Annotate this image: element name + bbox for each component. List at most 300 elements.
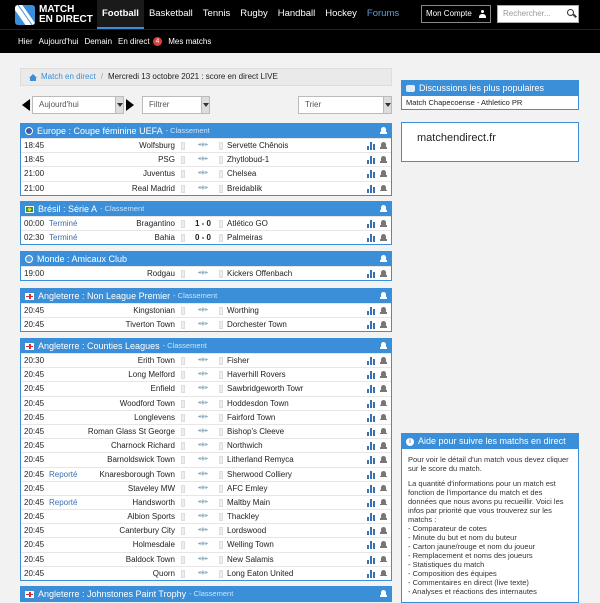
home-icon[interactable] — [29, 74, 37, 81]
shirt-icon — [181, 570, 185, 578]
stats-icon[interactable] — [367, 442, 375, 450]
nav-hockey[interactable]: Hockey — [325, 8, 357, 19]
bell-icon[interactable] — [380, 142, 387, 150]
shirt-icon — [181, 400, 185, 408]
flag-icon — [25, 255, 33, 263]
help-list-item: - Comparateur de cotes — [408, 524, 487, 533]
match-row[interactable] — [21, 367, 391, 381]
match-score[interactable]: 0 - 0 — [194, 233, 211, 243]
match-preview-icon[interactable]: ◂◈▸ — [197, 484, 209, 491]
competition-name: Brésil : Série A — [38, 204, 98, 214]
match-row[interactable] — [21, 353, 391, 367]
match-row[interactable] — [21, 410, 391, 424]
shirt-icon — [181, 513, 185, 521]
home-team[interactable]: Bahia — [154, 233, 175, 243]
shirt-icon — [219, 170, 223, 178]
match-time: 20:45 — [24, 320, 45, 330]
help-list-item: - Remplacement et noms des joueurs — [408, 551, 533, 560]
competition-header[interactable] — [21, 289, 391, 303]
stats-icon[interactable] — [367, 485, 375, 493]
bell-icon[interactable] — [380, 428, 387, 436]
classement-link[interactable]: - Classement — [173, 291, 218, 300]
match-time: 20:45 — [24, 540, 45, 550]
match-row[interactable] — [21, 152, 391, 166]
bell-icon[interactable] — [380, 400, 387, 408]
stats-icon[interactable] — [367, 357, 375, 365]
home-team[interactable]: Barnoldswick Town — [107, 455, 175, 465]
match-row[interactable] — [21, 181, 391, 195]
away-team[interactable]: Fairford Town — [227, 412, 276, 422]
match-row[interactable] — [21, 166, 391, 180]
home-team[interactable]: Baldock Town — [125, 554, 175, 564]
home-team[interactable]: PSG — [158, 155, 175, 165]
nav-hier[interactable] — [18, 30, 33, 53]
bell-icon[interactable] — [380, 170, 387, 178]
search-icon[interactable] — [567, 9, 574, 16]
user-icon — [479, 10, 486, 18]
match-preview-icon[interactable]: ◂◈▸ — [197, 142, 209, 148]
competition-block — [20, 251, 392, 281]
help-list-item: - Composition des équipes — [408, 569, 497, 578]
away-team[interactable]: Haverhill Rovers — [227, 370, 286, 380]
bell-icon[interactable] — [380, 307, 387, 315]
home-team[interactable]: Handsworth — [132, 497, 175, 507]
stats-icon[interactable] — [367, 471, 375, 479]
match-row[interactable] — [21, 495, 391, 509]
match-time: 20:45 — [24, 384, 45, 394]
shirt-icon — [219, 371, 223, 379]
bell-icon[interactable] — [380, 590, 387, 597]
classement-link[interactable]: - Classement — [165, 126, 210, 135]
match-score[interactable]: 1 - 0 — [194, 219, 211, 228]
match-preview-icon[interactable]: ◂◈▸ — [197, 513, 209, 520]
match-preview-icon[interactable]: ◂◈▸ — [197, 156, 209, 163]
stats-icon[interactable] — [367, 234, 375, 242]
help-list-item: - Statistiques du match — [408, 560, 485, 569]
stats-icon[interactable] — [367, 513, 375, 521]
home-team[interactable]: Kingstonian — [133, 306, 175, 315]
classement-link[interactable]: - Classement — [100, 204, 145, 213]
nav-en-direct[interactable] — [118, 30, 162, 53]
away-team[interactable]: Sherwood Colliery — [227, 469, 292, 479]
nav-aujourdhui[interactable] — [39, 30, 79, 53]
stats-icon[interactable] — [367, 428, 375, 436]
match-preview-icon[interactable]: ◂◈▸ — [197, 371, 209, 378]
match-row[interactable] — [21, 509, 391, 523]
away-team[interactable]: Worthing — [227, 306, 259, 315]
bell-icon[interactable] — [380, 513, 387, 521]
chevron-down-icon — [383, 97, 391, 113]
competition-name: Angleterre : Non League Premier — [38, 291, 171, 301]
classement-link[interactable]: - Classement — [162, 341, 207, 350]
match-row[interactable] — [21, 303, 391, 317]
chevron-down-icon — [115, 97, 123, 113]
shirt-icon — [181, 471, 185, 479]
competition-header[interactable] — [21, 587, 391, 601]
match-preview-icon[interactable]: ◂◈▸ — [197, 498, 209, 505]
nav-mes-matchs-label: Mes matchs — [168, 37, 212, 46]
match-row[interactable] — [21, 230, 391, 244]
match-preview-icon[interactable]: ◂◈▸ — [197, 470, 209, 477]
away-team[interactable]: Breidablik — [227, 183, 263, 193]
away-team[interactable]: Fisher — [227, 356, 250, 365]
stats-icon[interactable] — [367, 307, 375, 315]
home-team[interactable]: Quorn — [152, 568, 175, 578]
match-time: 20:45 — [24, 412, 45, 422]
home-team[interactable]: Staveley MW — [127, 483, 175, 493]
flag-icon — [25, 206, 34, 213]
match-preview-icon[interactable]: ◂◈▸ — [197, 270, 209, 276]
shirt-icon — [181, 321, 185, 329]
match-time: 20:45 — [24, 568, 45, 578]
shirt-icon — [181, 456, 185, 464]
help-list-item: - Analyses et réactions des internautes — [408, 587, 537, 596]
match-preview-icon[interactable]: ◂◈▸ — [197, 184, 209, 191]
bell-icon[interactable] — [380, 570, 387, 578]
bell-icon[interactable] — [380, 485, 387, 493]
home-team[interactable]: Long Melford — [128, 370, 175, 380]
home-team[interactable]: Charnock Richard — [110, 441, 175, 451]
home-team[interactable]: Albion Sports — [127, 512, 175, 522]
shirt-icon — [181, 428, 185, 436]
filter-select[interactable] — [142, 96, 210, 114]
prev-day-arrow-icon[interactable] — [22, 99, 30, 111]
nav-tennis[interactable]: Tennis — [202, 8, 231, 19]
match-row[interactable] — [21, 523, 391, 537]
match-time: 20:45 — [24, 483, 45, 493]
match-time: 20:45 — [24, 370, 45, 380]
match-row[interactable] — [21, 552, 391, 566]
match-row[interactable] — [21, 467, 391, 481]
match-preview-icon[interactable]: ◂◈▸ — [197, 399, 209, 406]
shirt-icon — [219, 485, 223, 493]
match-row[interactable] — [21, 481, 391, 495]
away-team[interactable]: AFC Emley — [227, 483, 268, 493]
bell-icon[interactable] — [380, 371, 387, 379]
bell-icon[interactable] — [380, 185, 387, 193]
shirt-icon — [219, 471, 223, 479]
competition-name: Europe : Coupe féminine UEFA — [37, 126, 163, 136]
help-header — [402, 434, 578, 449]
match-preview-icon[interactable]: ◂◈▸ — [197, 413, 209, 420]
away-team[interactable]: Long Eaton United — [227, 568, 294, 578]
away-team[interactable]: Maltby Main — [227, 497, 271, 507]
stats-icon[interactable] — [367, 499, 375, 507]
match-time: 20:45 — [24, 554, 45, 564]
breadcrumb-link[interactable]: Match en direct — [41, 72, 96, 81]
away-team[interactable]: Dorchester Town — [227, 320, 287, 330]
bell-icon[interactable] — [380, 321, 387, 329]
search-input[interactable] — [497, 5, 579, 23]
bell-icon[interactable] — [380, 234, 387, 242]
day-select[interactable] — [32, 96, 124, 114]
help-paragraph-1: Pour voir le détail d'un match vous devez cliquer sur le score du match. — [408, 455, 569, 473]
nav-basketball[interactable]: Basketball — [148, 8, 193, 19]
match-time: 21:00 — [24, 169, 45, 179]
popular-discussions-header — [402, 81, 578, 96]
stats-icon[interactable] — [367, 156, 375, 164]
home-team[interactable]: Bragantino — [136, 219, 175, 228]
shirt-icon — [219, 556, 223, 564]
home-team[interactable]: Roman Glass St George — [87, 426, 175, 436]
match-status: Terminé — [49, 219, 78, 228]
logo-mark-icon — [15, 5, 35, 25]
bell-icon[interactable] — [380, 442, 387, 450]
match-preview-icon[interactable]: ◂◈▸ — [197, 555, 209, 562]
home-team[interactable]: Rodgau — [146, 269, 175, 278]
home-team[interactable]: Erith Town — [137, 356, 175, 365]
home-team[interactable]: Enfield — [150, 384, 175, 394]
match-preview-icon[interactable]: ◂◈▸ — [197, 541, 209, 548]
filter-select-value: Filtrer — [149, 100, 170, 109]
away-team[interactable]: Thackley — [227, 512, 260, 522]
match-row[interactable] — [21, 381, 391, 395]
match-status: Reporté — [49, 469, 78, 479]
shirt-icon — [181, 170, 185, 178]
stats-icon[interactable] — [367, 220, 375, 228]
classement-link[interactable]: - Classement — [189, 589, 234, 598]
bell-icon[interactable] — [380, 456, 387, 464]
stats-icon[interactable] — [367, 385, 375, 393]
competition-name: Monde : Amicaux Club — [37, 254, 128, 264]
bell-icon[interactable] — [380, 499, 387, 507]
bell-icon[interactable] — [380, 541, 387, 549]
popular-discussions-title: Discussions les plus populaires — [419, 83, 545, 93]
breadcrumb-separator: / — [100, 72, 103, 81]
bell-icon[interactable] — [380, 127, 387, 134]
shirt-icon — [181, 142, 185, 150]
sort-select[interactable] — [298, 96, 392, 114]
shirt-icon — [181, 541, 185, 549]
sort-select-value: Trier — [305, 100, 322, 109]
bell-icon[interactable] — [380, 220, 387, 228]
shirt-icon — [219, 513, 223, 521]
shirt-icon — [181, 185, 185, 193]
bell-icon[interactable] — [380, 270, 387, 278]
home-team[interactable]: Juventus — [142, 169, 175, 179]
help-panel — [401, 433, 579, 603]
bell-icon[interactable] — [380, 255, 387, 262]
chevron-down-icon — [201, 97, 209, 113]
match-row[interactable] — [21, 396, 391, 410]
stats-icon[interactable] — [367, 371, 375, 379]
shirt-icon — [181, 220, 185, 228]
flag-icon — [25, 591, 34, 598]
match-time: 20:45 — [24, 455, 45, 465]
account-button[interactable] — [421, 5, 491, 23]
stats-icon[interactable] — [367, 541, 375, 549]
away-team[interactable]: Palmeiras — [227, 233, 263, 243]
logo-line2: EN DIRECT — [39, 13, 93, 25]
bell-icon[interactable] — [380, 556, 387, 564]
nav-mes-matchs[interactable] — [168, 30, 211, 53]
stats-icon[interactable] — [367, 185, 375, 193]
info-icon: i — [406, 438, 414, 446]
away-team[interactable]: Welling Town — [227, 540, 274, 550]
match-time: 20:45 — [24, 526, 45, 536]
away-team[interactable]: Kickers Offenbach — [227, 269, 293, 278]
sport-nav — [97, 0, 404, 29]
match-time: 00:00 — [24, 219, 45, 228]
site-name-panel — [401, 122, 579, 162]
bell-icon[interactable] — [380, 414, 387, 422]
match-time: 20:45 — [24, 441, 45, 451]
match-time: 18:45 — [24, 141, 45, 150]
stats-icon[interactable] — [367, 321, 375, 329]
away-team[interactable]: Zhytlobud-1 — [227, 155, 270, 165]
stats-icon[interactable] — [367, 570, 375, 578]
competition-name: Angleterre : Johnstones Paint Trophy — [38, 589, 187, 599]
stats-icon[interactable] — [367, 400, 375, 408]
shirt-icon — [181, 234, 185, 242]
bell-icon[interactable] — [380, 357, 387, 365]
day-select-value: Aujourd'hui — [39, 100, 79, 109]
match-preview-icon[interactable]: ◂◈▸ — [197, 170, 209, 177]
stats-icon[interactable] — [367, 142, 375, 150]
shirt-icon — [219, 185, 223, 193]
away-team[interactable]: Servette Chênois — [227, 141, 289, 150]
popular-discussion-link[interactable]: Match Chapecoense - Athletico PR — [406, 98, 523, 107]
shirt-icon — [219, 321, 223, 329]
match-row[interactable] — [21, 216, 391, 230]
match-row[interactable] — [21, 266, 391, 280]
bell-icon[interactable] — [380, 205, 387, 212]
match-row[interactable] — [21, 317, 391, 331]
shirt-icon — [219, 570, 223, 578]
competition-header[interactable] — [21, 339, 391, 353]
match-row[interactable] — [21, 537, 391, 551]
home-team[interactable]: Canterbury City — [119, 526, 175, 536]
bell-icon[interactable] — [380, 156, 387, 164]
filter-bar — [20, 96, 392, 114]
match-row[interactable] — [21, 138, 391, 152]
shirt-icon — [219, 156, 223, 164]
away-team[interactable]: Bishop's Cleeve — [227, 426, 285, 436]
help-list-item: - Carton jaune/rouge et nom du joueur — [408, 542, 536, 551]
home-team[interactable]: Tiverton Town — [125, 320, 175, 330]
match-time: 20:45 — [24, 398, 45, 408]
match-row[interactable] — [21, 566, 391, 580]
stats-icon[interactable] — [367, 170, 375, 178]
match-preview-icon[interactable]: ◂◈▸ — [197, 307, 209, 313]
nav-rugby[interactable]: Rugby — [240, 8, 268, 19]
match-preview-icon[interactable]: ◂◈▸ — [197, 357, 209, 363]
shirt-icon — [219, 442, 223, 450]
nav-hier-label: Hier — [18, 37, 33, 46]
match-preview-icon[interactable]: ◂◈▸ — [197, 569, 209, 576]
match-row[interactable] — [21, 452, 391, 466]
home-team[interactable]: Real Madrid — [131, 183, 175, 193]
shirt-icon — [219, 456, 223, 464]
nav-handball[interactable]: Handball — [277, 8, 316, 19]
match-preview-icon[interactable]: ◂◈▸ — [197, 385, 209, 392]
stats-icon[interactable] — [367, 527, 375, 535]
bell-icon[interactable] — [380, 471, 387, 479]
chat-icon — [406, 85, 415, 92]
match-preview-icon[interactable]: ◂◈▸ — [197, 427, 209, 434]
nav-forums[interactable]: Forums — [366, 8, 400, 19]
next-day-arrow-icon[interactable] — [126, 99, 134, 111]
stats-icon[interactable] — [367, 414, 375, 422]
away-team[interactable]: Northwich — [227, 441, 263, 451]
bell-icon[interactable] — [380, 527, 387, 535]
shirt-icon — [219, 385, 223, 393]
match-preview-icon[interactable]: ◂◈▸ — [197, 456, 209, 463]
popular-discussions-panel — [401, 80, 579, 110]
match-preview-icon[interactable]: ◂◈▸ — [197, 442, 209, 449]
flag-icon — [25, 127, 33, 135]
bell-icon[interactable] — [380, 385, 387, 393]
account-label: Mon Compte — [426, 9, 472, 18]
stats-icon[interactable] — [367, 270, 375, 278]
match-status: Reporté — [49, 497, 78, 507]
away-team[interactable]: Chelsea — [227, 169, 257, 179]
shirt-icon — [219, 270, 223, 278]
away-team[interactable]: Litherland Remyca — [227, 455, 294, 465]
away-team[interactable]: Sawbridgeworth Towr — [227, 384, 304, 394]
site-logo[interactable] — [15, 2, 93, 27]
home-team[interactable]: Knaresborough Town — [99, 469, 175, 479]
site-name: matchendirect.fr — [417, 132, 496, 144]
bell-icon[interactable] — [380, 292, 387, 299]
live-count-badge: 4 — [153, 37, 163, 46]
match-row[interactable] — [21, 438, 391, 452]
flag-icon — [25, 343, 34, 350]
match-time: 20:45 — [24, 306, 45, 315]
shirt-icon — [181, 485, 185, 493]
shirt-icon — [219, 142, 223, 150]
stats-icon[interactable] — [367, 556, 375, 564]
shirt-icon — [219, 428, 223, 436]
match-time: 20:45 — [24, 426, 45, 436]
away-team[interactable]: Lordswood — [227, 526, 267, 536]
shirt-icon — [219, 400, 223, 408]
shirt-icon — [181, 270, 185, 278]
competition-header[interactable] — [21, 202, 391, 216]
away-team[interactable]: Atlético GO — [227, 219, 268, 228]
nav-football[interactable]: Football — [97, 0, 144, 29]
home-team[interactable]: Holmesdale — [132, 540, 175, 550]
home-team[interactable]: Longlevens — [134, 412, 175, 422]
match-time: 20:45 — [24, 469, 45, 479]
bell-icon[interactable] — [380, 342, 387, 349]
logo-line1: MATCH — [39, 3, 75, 15]
shirt-icon — [181, 442, 185, 450]
match-preview-icon[interactable]: ◂◈▸ — [197, 527, 209, 534]
shirt-icon — [219, 357, 223, 365]
shirt-icon — [181, 385, 185, 393]
match-time: 19:00 — [24, 269, 45, 278]
match-time: 20:45 — [24, 512, 45, 522]
help-list-item: - Minute du but et nom du buteur — [408, 533, 517, 542]
competition-header[interactable] — [21, 252, 391, 266]
competition-header[interactable] — [21, 124, 391, 138]
home-team[interactable]: Woodford Town — [119, 398, 175, 408]
away-team[interactable]: New Salamis — [227, 554, 274, 564]
shirt-icon — [219, 307, 223, 315]
competition-name: Angleterre : Counties Leagues — [38, 341, 160, 351]
match-time: 18:45 — [24, 155, 45, 165]
stats-icon[interactable] — [367, 456, 375, 464]
competition-block — [20, 123, 392, 196]
shirt-icon — [181, 556, 185, 564]
match-row[interactable] — [21, 424, 391, 438]
home-team[interactable]: Wolfsburg — [139, 141, 175, 150]
nav-demain[interactable] — [84, 30, 112, 53]
away-team[interactable]: Hoddesdon Town — [227, 398, 289, 408]
date-nav — [0, 29, 600, 53]
match-preview-icon[interactable]: ◂◈▸ — [197, 321, 209, 328]
